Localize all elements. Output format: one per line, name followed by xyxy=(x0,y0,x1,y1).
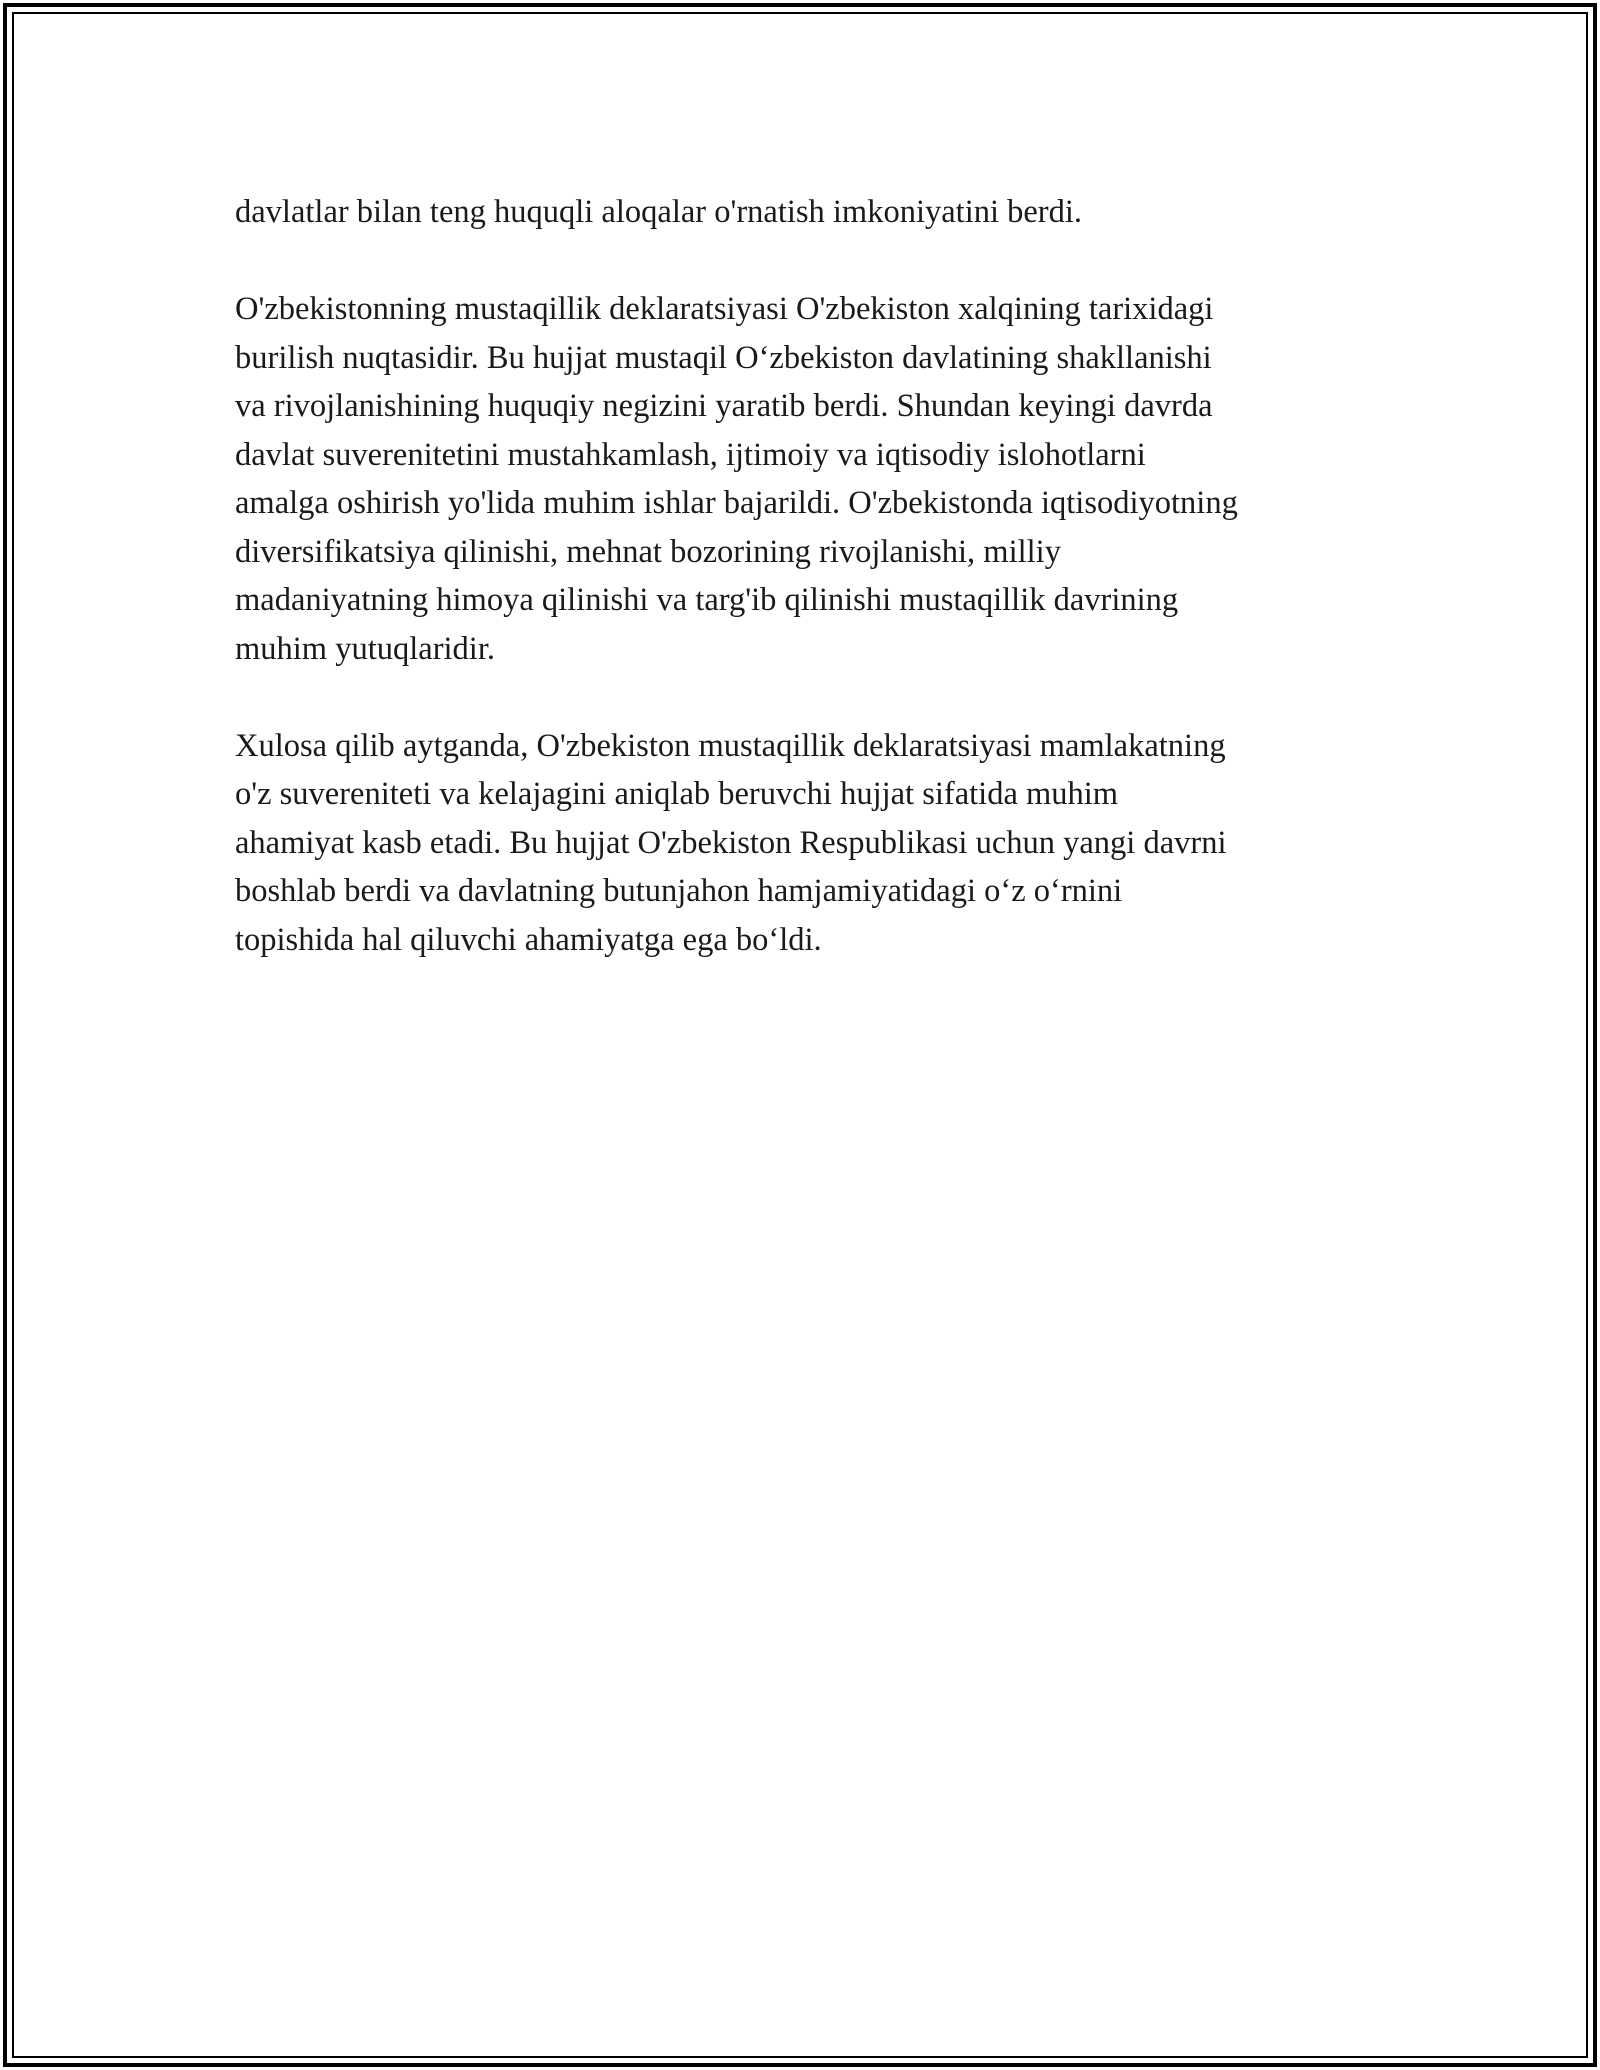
document-body xyxy=(235,188,1375,1013)
text-line: davlatlar bilan teng huquqli aloqalar o'rnatish imkoniyatini berdi. xyxy=(235,194,1083,230)
text-line: davlat suverenitetini mustahkamlash, ijtimoiy va iqtisodiy islohotlarni xyxy=(235,436,1146,473)
text-line: muhim yutuqlaridir. xyxy=(235,630,495,667)
text-line: burilish nuqtasidir. Bu hujjat mustaqil O‘zbekiston davlatining shakllanishi xyxy=(235,339,1212,376)
text-line: o'z suvereniteti va kelajagini aniqlab beruvchi hujjat sifatida muhim xyxy=(235,776,1119,812)
text-line: Xulosa qilib aytganda, O'zbekiston mustaqillik deklaratsiyasi mamlakatning xyxy=(235,727,1226,764)
text-line: topishida hal qiluvchi ahamiyatga ega bo‘ldi. xyxy=(235,921,822,958)
text-line: madaniyatning himoya qilinishi va targ'ib qilinishi mustaqillik davrining xyxy=(235,582,1179,618)
text-line: O'zbekistonning mustaqillik deklaratsiyasi O'zbekiston xalqining tarixidagi xyxy=(235,291,1214,327)
paragraph-intro-continuation xyxy=(235,188,1375,237)
paragraph-conclusion xyxy=(235,722,1375,965)
text-line: ahamiyat kasb etadi. Bu hujjat O'zbekiston Respublikasi uchun yangi davrni xyxy=(235,824,1227,861)
text-line: va rivojlanishining huquqiy negizini yaratib berdi. Shundan keyingi davrda xyxy=(235,388,1213,424)
text-line: diversifikatsiya qilinishi, mehnat bozorining rivojlanishi, milliy xyxy=(235,533,1061,570)
paragraph-declaration-significance xyxy=(235,285,1375,673)
text-line: amalga oshirish yo'lida muhim ishlar bajarildi. O'zbekistonda iqtisodiyotning xyxy=(235,485,1238,521)
text-line: boshlab berdi va davlatning butunjahon hamjamiyatidagi o‘z o‘rnini xyxy=(235,873,1123,909)
